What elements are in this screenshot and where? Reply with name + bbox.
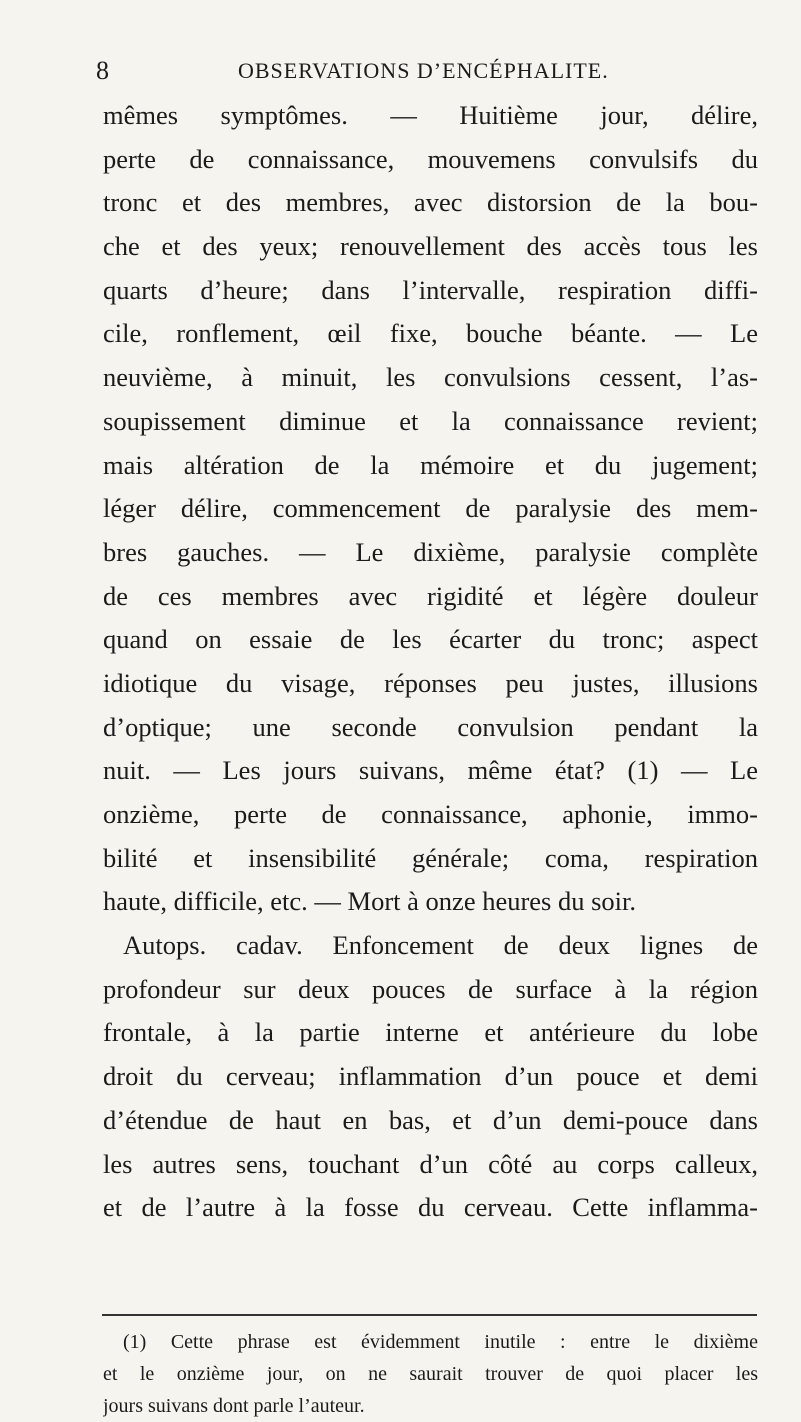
footnote-line: et le onzième jour, on ne saurait trouver de quoi placer les — [103, 1363, 758, 1385]
text-line: tronc et des membres, avec distorsion de la bou- — [103, 187, 758, 218]
text-line: perte de connaissance, mouvemens convulsifs du — [103, 143, 758, 174]
text-line: onzième, perte de connaissance, aphonie, immo- — [103, 799, 758, 829]
footnote-line: (1) Cette phrase est évidemment inutile : entre le dixième — [123, 1331, 758, 1353]
text-line: d’optique; une seconde convulsion pendant la — [103, 711, 758, 742]
text-line: che et des yeux; renouvellement des accès tous les — [103, 231, 758, 262]
text-line: quarts d’heure; dans l’intervalle, respiration diffi- — [103, 274, 758, 305]
text-line: et de l’autre à la fosse du cerveau. Cette inflamma- — [103, 1192, 758, 1223]
text-line: mêmes symptômes. — Huitième jour, délire, — [103, 100, 758, 130]
text-line: de ces membres avec rigidité et légère douleur — [103, 580, 758, 611]
text-line: mais altération de la mémoire et du jugement; — [103, 449, 758, 480]
text-line: bres gauches. — Le dixième, paralysie complète — [103, 536, 758, 567]
text-line: profondeur sur deux pouces de surface à la région — [103, 973, 758, 1004]
text-line: neuvième, à minuit, les convulsions cessent, l’as- — [103, 362, 758, 393]
text-line: Autops. cadav. Enfoncement de deux lignes de — [123, 930, 758, 961]
page-number: 8 — [96, 56, 109, 85]
text-line: cile, ronflement, œil fixe, bouche béante. — Le — [103, 318, 758, 349]
text-line: les autres sens, touchant d’un côté au corps calleux, — [103, 1148, 758, 1179]
footnote-line: jours suivans dont parle l’auteur. — [103, 1395, 365, 1417]
text-line: frontale, à la partie interne et antérieure du lobe — [103, 1017, 758, 1048]
footnote-divider — [102, 1314, 757, 1316]
page-header — [0, 56, 801, 96]
text-line: quand on essaie de les écarter du tronc; aspect — [103, 624, 758, 655]
footnotes — [103, 1326, 758, 1422]
text-line: léger délire, commencement de paralysie des mem- — [103, 493, 758, 524]
text-line: soupissement diminue et la connaissance revient; — [103, 405, 758, 436]
running-title: OBSERVATIONS D’ENCÉPHALITE. — [238, 58, 609, 83]
text-line: nuit. — Les jours suivans, même état? (1) — Le — [103, 755, 758, 786]
text-line: haute, difficile, etc. — Mort à onze heures du soir. — [103, 886, 637, 917]
text-line: bilité et insensibilité générale; coma, respiration — [103, 842, 758, 873]
text-line: idiotique du visage, réponses peu justes, illusions — [103, 667, 758, 698]
text-line: droit du cerveau; inflammation d’un pouce et demi — [103, 1061, 758, 1092]
text-line: d’étendue de haut en bas, et d’un demi-pouce dans — [103, 1104, 758, 1135]
body-text — [103, 94, 758, 1230]
